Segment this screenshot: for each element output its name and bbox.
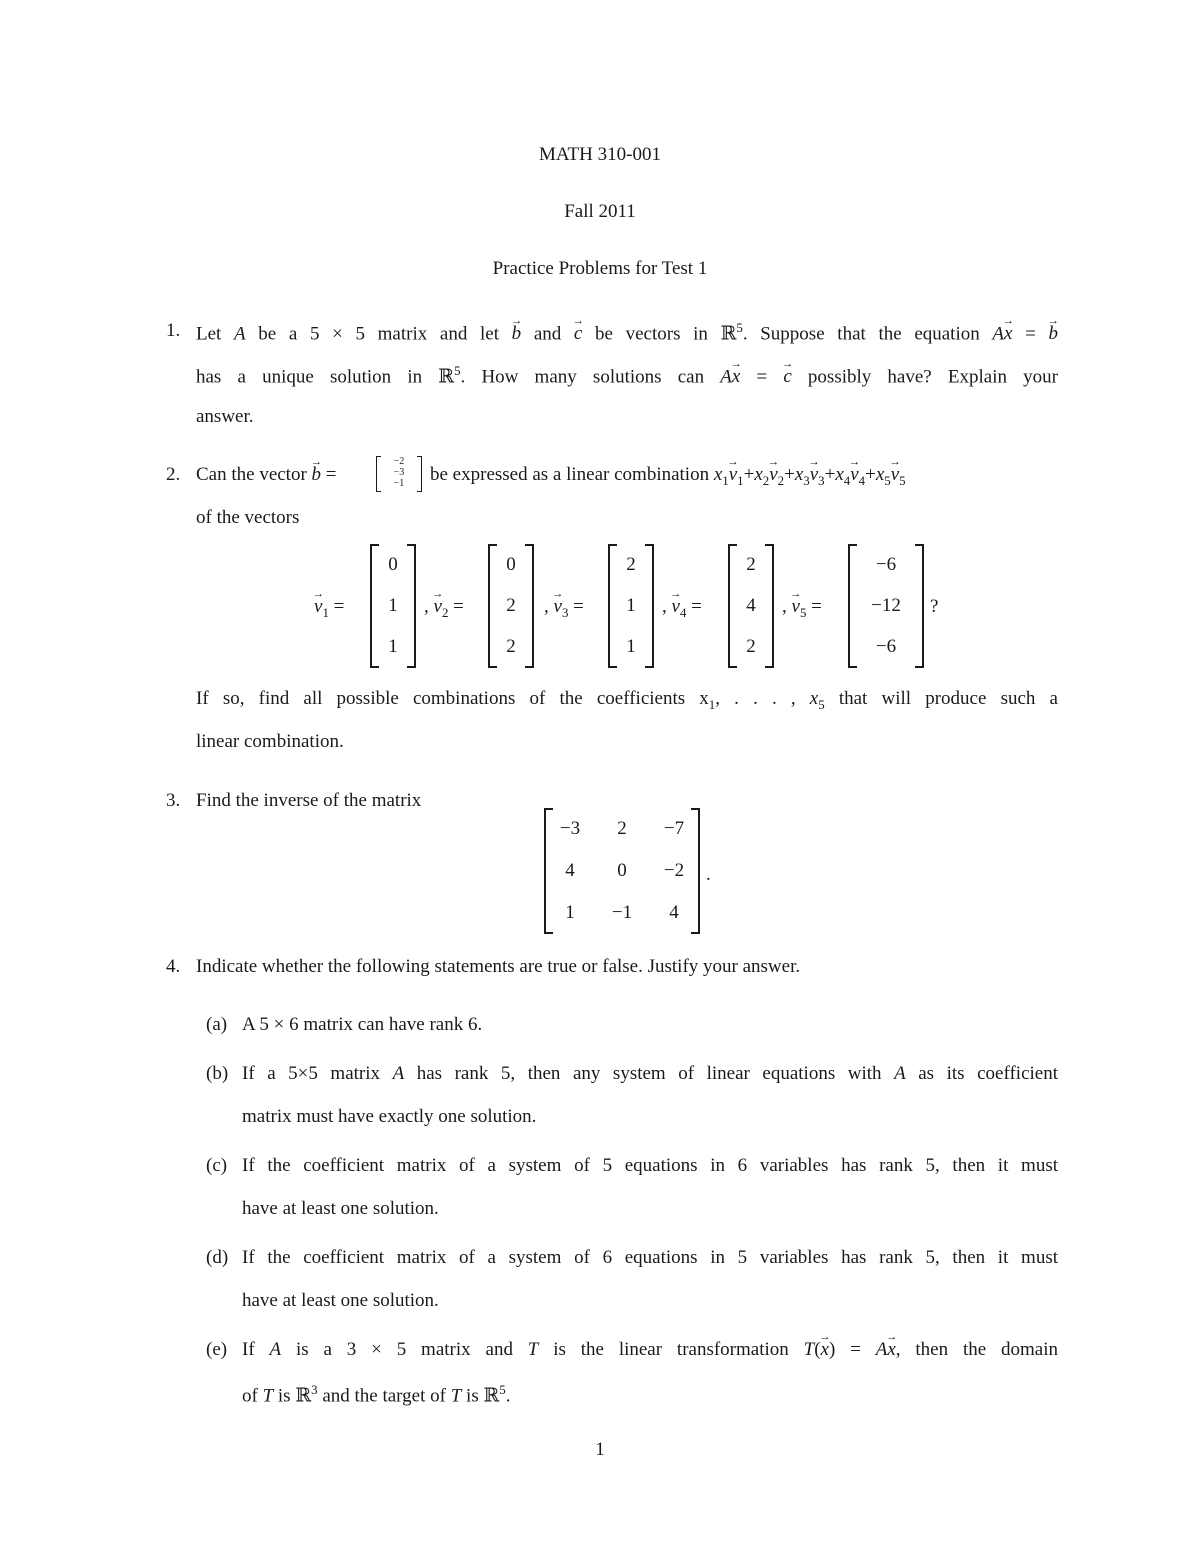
problem-text: Find the inverse of the matrix — [196, 790, 422, 811]
part-text: of T is ℝ$^3$ and the target of T is ℝ$^5$. — [242, 1382, 511, 1407]
matrix-period: . — [706, 864, 711, 885]
matrix-row: −3 2 −7 — [559, 818, 685, 839]
vector-v3: 2 1 1 — [608, 544, 654, 668]
problem-number: 3. — [166, 790, 181, 811]
question-mark: ? — [930, 596, 939, 617]
vector-v1: 0 1 1 — [370, 544, 416, 668]
part-label: (c) — [206, 1155, 228, 1176]
part-text: If the coefficient matrix of a system of 6 equations in 5 variables has rank 5, then it must — [242, 1247, 1058, 1268]
part-label: (d) — [206, 1247, 229, 1268]
vector-label-v2: , → $v_2$ = — [424, 596, 464, 621]
problem-text: Indicate whether the following statements are true or false. Justify your answer. — [196, 956, 801, 977]
document-title: Practice Problems for Test 1 — [492, 258, 708, 279]
page-number: 1 — [595, 1439, 605, 1460]
term-label: Fall 2011 — [564, 201, 636, 222]
part-text: have at least one solution. — [242, 1290, 439, 1311]
part-label: (e) — [206, 1339, 228, 1360]
vector-label-v4: , → $v_4$ = — [662, 596, 702, 621]
vector-label-v3: , → $v_3$ = — [544, 596, 584, 621]
part-text: If a 5×5 matrix A has rank 5, then any system of linear equations with A as its coefficient — [242, 1063, 1058, 1084]
vector-b: −2 −3 −1 — [376, 456, 422, 492]
vector-v4: 2 4 2 — [728, 544, 774, 668]
part-label: (b) — [206, 1063, 229, 1084]
problem-number: 2. — [166, 464, 181, 485]
problem-text: Can the vector → b = — [196, 464, 337, 486]
vector-v5: −6 −12 −6 — [848, 544, 924, 668]
part-text: If the coefficient matrix of a system of 5 equations in 6 variables has rank 5, then it must — [242, 1155, 1058, 1176]
part-text: matrix must have exactly one solution. — [242, 1106, 537, 1127]
problem-text: linear combination. — [196, 731, 344, 752]
problem-text: has a unique solution in ℝ$^5$. How many solutions can A→ x = → c possibly have? Explain your — [196, 363, 1058, 388]
vector-label-v1: → $v_1$ = — [314, 596, 344, 621]
problem-text: Let A be a 5 × 5 matrix and let → b and → c be vectors in ℝ$^5$. Suppose that the equation A→ x = → b — [196, 320, 1058, 345]
vector-v2: 0 2 2 — [488, 544, 534, 668]
part-text: A 5 × 6 matrix can have rank 6. — [242, 1014, 483, 1035]
part-text: have at least one solution. — [242, 1198, 439, 1219]
matrix-row: 4 0 −2 — [565, 860, 685, 881]
problem-text: If so, find all possible combinations of the coefficients $x_1$, . . . , $x_5$ that will produce such a — [196, 688, 1058, 712]
part-text: If A is a 3 × 5 matrix and T is the linear transformation T(→ x) = A→ x, then the domain — [242, 1339, 1058, 1361]
vector-label-v5: , → $v_5$ = — [782, 596, 822, 621]
part-label: (a) — [206, 1014, 228, 1035]
problem-number: 4. — [166, 956, 181, 977]
matrix-row: 1 −1 4 — [565, 902, 679, 923]
problem-text: answer. — [196, 406, 254, 427]
matrix-to-invert — [544, 808, 700, 934]
problem-text: of the vectors — [196, 507, 300, 528]
problem-text: be expressed as a linear combination $x_1\to v_1+x_2\to v_2+x_3\to v_3+x_4\to v_4+x_5\to v_5$ — [430, 464, 906, 489]
course-title: MATH 310-001 — [539, 144, 661, 165]
problem-number: 1. — [166, 320, 181, 341]
